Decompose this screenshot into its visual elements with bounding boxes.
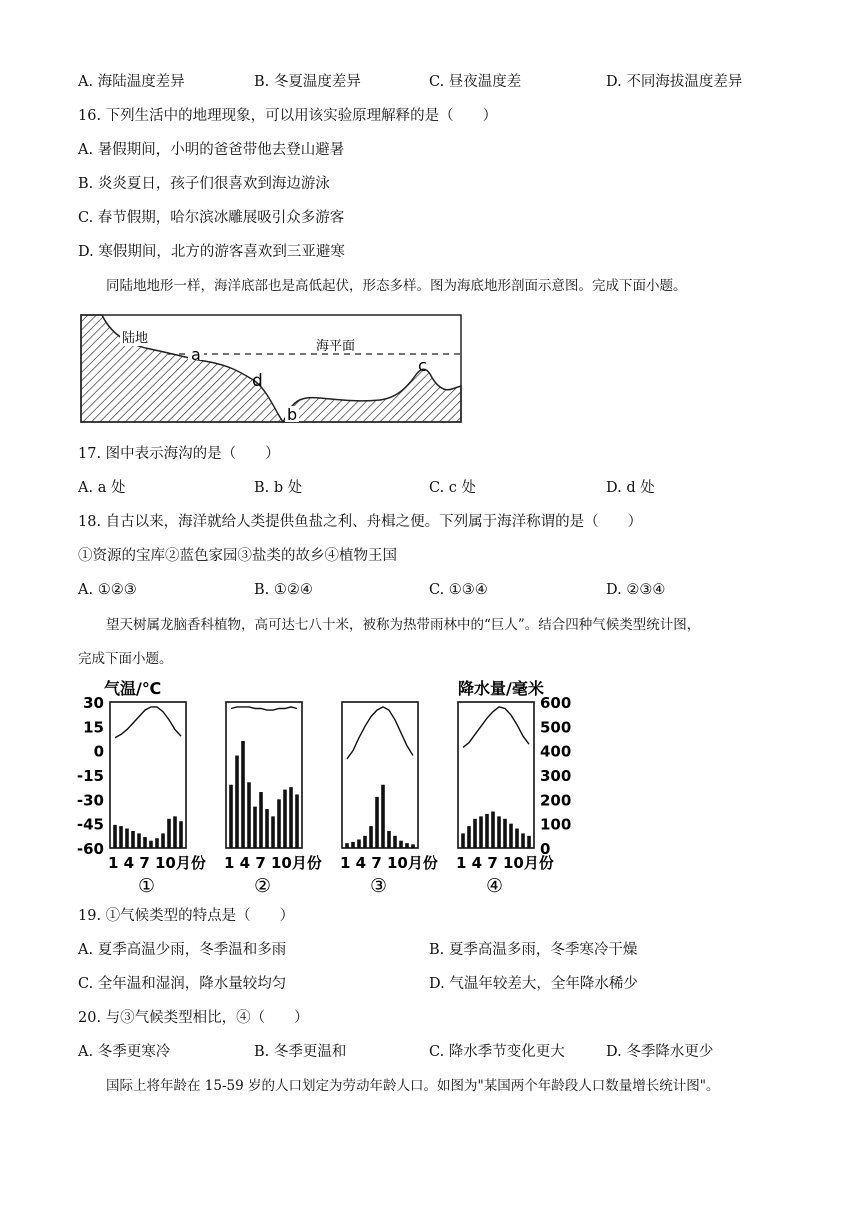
- climate-panel-2: [224, 702, 322, 897]
- precip-tick-label: 400: [540, 742, 572, 761]
- precip-axis-title: 降水量/毫米: [458, 679, 544, 698]
- q15-option-d: D. 不同海拔温度差异: [606, 74, 743, 90]
- panel-label: ①: [138, 875, 156, 897]
- label-sea-level: 海平面: [316, 339, 356, 354]
- q16-option-c: C. 春节假期，哈尔滨冰雕展吸引众多游客: [78, 210, 345, 226]
- label-a: a: [191, 345, 201, 364]
- precip-bar: [461, 833, 465, 848]
- precip-bar: [119, 826, 123, 848]
- precip-bar: [253, 807, 257, 848]
- precip-bar: [179, 821, 183, 848]
- q16-option-b: B. 炎炎夏日，孩子们很喜欢到海边游泳: [78, 176, 330, 192]
- label-d: d: [252, 371, 263, 391]
- q17-stem: 17. 图中表示海沟的是（ ）: [78, 446, 280, 462]
- label-b: b: [287, 405, 298, 424]
- panel-label: ②: [254, 875, 272, 897]
- precip-bar: [283, 790, 287, 848]
- precip-bar: [503, 819, 507, 848]
- q17-option-d: D. d 处: [606, 480, 655, 496]
- month-axis-label: 1 4 7 10月份: [224, 854, 322, 872]
- precip-bar: [345, 843, 349, 848]
- precip-bar: [399, 841, 403, 848]
- climate-intro-line1: 望天树属龙脑香科植物，高可达七八十米，被称为热带雨林中的“巨人”。结合四种气候类型统计图，: [106, 617, 701, 633]
- q19-stem: 19. ①气候类型的特点是（ ）: [78, 908, 295, 924]
- climate-charts-figure: [74, 676, 594, 898]
- temp-axis-ticks: [77, 694, 104, 858]
- temp-tick-label: 15: [83, 718, 104, 737]
- panel-label: ③: [370, 875, 388, 897]
- precip-bar: [467, 826, 471, 848]
- climate-intro-line2: 完成下面小题。: [78, 651, 173, 667]
- precip-tick-label: 600: [540, 694, 572, 712]
- precip-bar: [521, 833, 525, 848]
- q17-option-a: A. a 处: [78, 480, 126, 496]
- label-c: c: [418, 356, 427, 375]
- q19-option-a: A. 夏季高温少雨，冬季温和多雨: [78, 942, 287, 958]
- q20-option-a: A. 冬季更寒冷: [78, 1044, 171, 1060]
- temp-tick-label: -45: [76, 815, 104, 834]
- precip-bar: [143, 837, 147, 848]
- precip-bar: [479, 816, 483, 848]
- precip-tick-label: 300: [540, 767, 572, 785]
- q15-option-c: C. 昼夜温度差: [429, 74, 522, 90]
- q19-option-d: D. 气温年较差大，全年降水稀少: [429, 976, 638, 992]
- panel-frame: [342, 702, 418, 848]
- q16-stem: 16. 下列生活中的地理现象，可以用该实验原理解释的是（ ）: [78, 108, 498, 124]
- precip-bar: [131, 831, 135, 848]
- precip-tick-label: 0: [540, 840, 551, 858]
- precip-bar: [247, 782, 251, 848]
- precip-tick-label: 100: [540, 815, 572, 834]
- precip-bar: [375, 797, 379, 848]
- precip-bar: [149, 841, 153, 848]
- precip-bar: [405, 843, 409, 848]
- precip-bar: [473, 819, 477, 848]
- precip-bar: [277, 799, 281, 848]
- precip-bar: [259, 792, 263, 848]
- climate-panel-1: [108, 702, 206, 897]
- precip-bar: [271, 816, 275, 848]
- panel-label: ④: [486, 875, 504, 897]
- precip-bar: [235, 756, 239, 848]
- precip-bar: [229, 785, 233, 848]
- precip-tick-label: 200: [540, 791, 572, 810]
- temp-axis-title: 气温/℃: [104, 679, 162, 698]
- precip-axis-ticks: [540, 694, 571, 858]
- precip-bar: [393, 836, 397, 848]
- temp-tick-label: 0: [93, 742, 104, 761]
- precip-bar: [381, 785, 385, 848]
- precip-bar: [363, 836, 367, 848]
- precip-bar: [155, 838, 159, 848]
- label-land: 陆地: [122, 331, 149, 346]
- q19-option-c: C. 全年温和湿润，降水量较均匀: [78, 976, 287, 992]
- precip-bar: [485, 814, 489, 848]
- precip-bar: [161, 833, 165, 848]
- precip-bar: [173, 816, 177, 848]
- month-axis-label: 1 4 7 10月份: [340, 854, 438, 872]
- q18-option-c: C. ①③④: [429, 582, 488, 598]
- precip-bar: [369, 826, 373, 848]
- precip-bar: [357, 839, 361, 848]
- population-intro: 国际上将年龄在 15-59 岁的人口划定为劳动年龄人口。如图为"某国两个年龄段人口数量增长统计图"。: [106, 1078, 720, 1094]
- precip-bar: [113, 825, 117, 848]
- precip-bar: [387, 831, 391, 848]
- precip-bar: [497, 816, 501, 848]
- q18-items: ①资源的宝库②蓝色家园③盐类的故乡④植物王国: [78, 548, 397, 564]
- q20-option-c: C. 降水季节变化更大: [429, 1044, 565, 1060]
- q20-stem: 20. 与③气候类型相比，④（ ）: [78, 1010, 309, 1026]
- q17-option-b: B. b 处: [254, 480, 303, 496]
- q18-stem: 18. 自古以来，海洋就给人类提供鱼盐之利、舟楫之便。下列属于海洋称谓的是（ ）: [78, 514, 643, 530]
- q16-option-a: A. 暑假期间，小明的爸爸带他去登山避暑: [78, 142, 345, 158]
- precip-bar: [515, 829, 519, 848]
- precip-bar: [509, 824, 513, 848]
- precip-bar: [289, 787, 293, 848]
- precip-bar: [241, 741, 245, 848]
- precip-tick-label: 500: [540, 718, 572, 737]
- seafloor-profile-figure: [80, 314, 464, 426]
- precip-bar: [491, 812, 495, 849]
- month-axis-label: 1 4 7 10月份: [456, 854, 554, 872]
- precip-bar: [125, 829, 129, 848]
- precip-bar: [137, 833, 141, 848]
- temp-tick-label: -60: [76, 840, 104, 858]
- temp-tick-label: -30: [76, 791, 104, 810]
- precip-bar: [295, 794, 299, 848]
- precip-bar: [527, 836, 531, 848]
- temp-tick-label: 30: [83, 694, 104, 712]
- ocean-intro: 同陆地地形一样，海洋底部也是高低起伏，形态多样。图为海底地形剖面示意图。完成下面小题。: [106, 278, 687, 294]
- q18-option-d: D. ②③④: [606, 582, 666, 598]
- month-axis-label: 1 4 7 10月份: [108, 854, 206, 872]
- temp-tick-label: -15: [76, 767, 104, 785]
- precip-bar: [351, 842, 355, 848]
- q20-option-b: B. 冬季更温和: [254, 1044, 347, 1060]
- q15-option-b: B. 冬夏温度差异: [254, 74, 361, 90]
- q18-option-b: B. ①②④: [254, 582, 313, 598]
- precip-bar: [167, 819, 171, 848]
- q17-option-c: C. c 处: [429, 480, 477, 496]
- q16-option-d: D. 寒假期间，北方的游客喜欢到三亚避寒: [78, 244, 345, 260]
- precip-bar: [411, 844, 415, 848]
- q19-option-b: B. 夏季高温多雨，冬季寒冷干燥: [429, 942, 638, 958]
- climate-panel-3: [340, 702, 438, 897]
- q20-option-d: D. 冬季降水更少: [606, 1044, 714, 1060]
- precip-bar: [265, 809, 269, 848]
- q15-option-a: A. 海陆温度差异: [78, 74, 185, 90]
- q18-option-a: A. ①②③: [78, 582, 137, 598]
- panel-frame: [458, 702, 534, 848]
